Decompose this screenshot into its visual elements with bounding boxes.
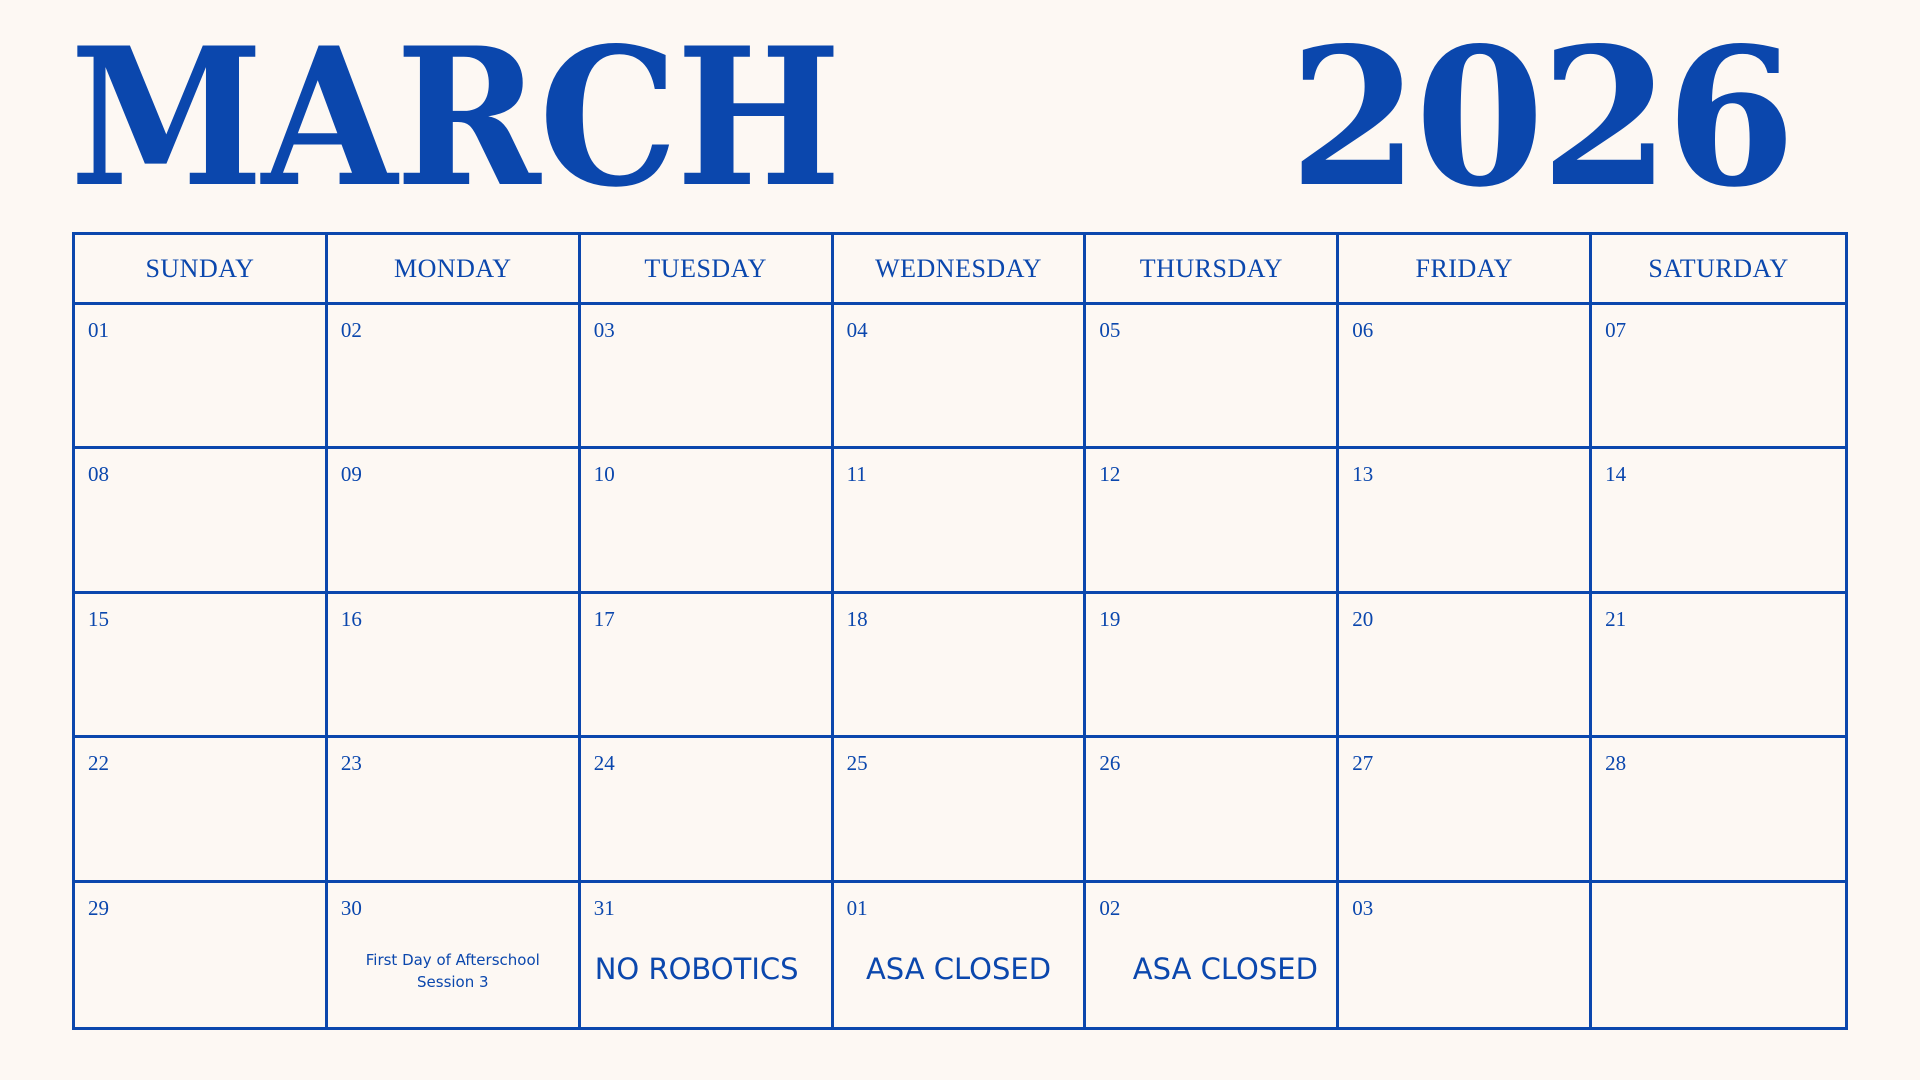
day-cell[interactable] — [1339, 305, 1592, 449]
date-number: 06 — [1352, 318, 1374, 342]
day-cell[interactable] — [1592, 883, 1845, 1027]
day-cell[interactable] — [1592, 594, 1845, 738]
date-number: 03 — [593, 318, 615, 342]
date-number: 05 — [1099, 318, 1121, 342]
event-label: ASA CLOSED — [865, 951, 1052, 986]
date-number: 22 — [88, 751, 109, 776]
date-number: 15 — [88, 606, 109, 631]
weekday-header-saturday: SATURDAY — [1592, 235, 1845, 305]
day-cell[interactable] — [75, 449, 328, 593]
date-number: 02 — [1099, 895, 1121, 920]
weekday-header-monday: MONDAY — [328, 235, 581, 305]
day-cell[interactable] — [1339, 594, 1592, 738]
day-cell[interactable] — [581, 449, 834, 593]
day-cell[interactable] — [1086, 305, 1339, 449]
date-number: 11 — [846, 462, 867, 487]
weekday-header-wednesday: WEDNESDAY — [834, 235, 1087, 305]
day-cell[interactable] — [1086, 883, 1339, 1027]
day-cell[interactable] — [1592, 305, 1845, 449]
date-number: 18 — [846, 606, 868, 631]
day-cell[interactable] — [1592, 449, 1845, 593]
date-number: 13 — [1352, 462, 1374, 487]
weekday-header-sunday: SUNDAY — [75, 235, 328, 305]
day-cell[interactable] — [328, 594, 581, 738]
date-number: 12 — [1099, 462, 1121, 487]
date-number: 17 — [593, 606, 615, 631]
day-cell[interactable] — [1086, 738, 1339, 882]
day-cell[interactable] — [834, 449, 1087, 593]
day-cell[interactable] — [581, 883, 834, 1027]
day-cell[interactable] — [1592, 738, 1845, 882]
date-number: 08 — [88, 462, 109, 487]
day-cell[interactable] — [75, 883, 328, 1027]
calendar-grid — [72, 232, 1848, 1030]
date-number: 24 — [593, 751, 615, 776]
date-number: 09 — [340, 462, 362, 487]
day-cell[interactable] — [1086, 594, 1339, 738]
date-number: 23 — [340, 751, 362, 776]
date-number: 02 — [340, 318, 362, 342]
date-number: 27 — [1352, 751, 1374, 776]
day-cell[interactable] — [1339, 883, 1592, 1027]
date-number: 10 — [593, 462, 615, 487]
date-number: 26 — [1099, 751, 1121, 776]
weekday-header-friday: FRIDAY — [1339, 235, 1592, 305]
date-number: 30 — [340, 895, 362, 920]
day-cell[interactable] — [75, 594, 328, 738]
day-cell[interactable] — [328, 883, 581, 1027]
date-number: 07 — [1605, 318, 1627, 342]
date-number: 29 — [88, 895, 109, 920]
year-title: 2026 — [1289, 6, 1792, 229]
date-number: 01 — [846, 895, 868, 920]
day-cell[interactable] — [75, 305, 328, 449]
date-number: 19 — [1099, 606, 1121, 631]
weekday-header-tuesday: TUESDAY — [581, 235, 834, 305]
month-title: MARCH — [70, 6, 840, 229]
date-number: 25 — [846, 751, 868, 776]
day-cell[interactable] — [581, 738, 834, 882]
day-cell[interactable] — [834, 738, 1087, 882]
event-label: NO ROBOTICS — [594, 951, 799, 986]
date-number: 14 — [1605, 462, 1627, 487]
date-number: 20 — [1352, 606, 1374, 631]
day-cell[interactable] — [581, 305, 834, 449]
date-number: 16 — [340, 606, 362, 631]
day-cell[interactable] — [1086, 449, 1339, 593]
date-number: 04 — [846, 318, 868, 342]
day-cell[interactable] — [1339, 449, 1592, 593]
day-cell[interactable] — [328, 305, 581, 449]
date-number: 03 — [1352, 895, 1374, 920]
day-cell[interactable] — [328, 449, 581, 593]
date-number: 21 — [1605, 606, 1627, 631]
day-cell[interactable] — [1339, 738, 1592, 882]
day-cell[interactable] — [834, 305, 1087, 449]
day-cell[interactable] — [328, 738, 581, 882]
event-label: First Day of Afterschool Session 3 — [365, 950, 540, 991]
weekday-header-thursday: THURSDAY — [1086, 235, 1339, 305]
date-number: 01 — [88, 318, 109, 342]
day-cell[interactable] — [581, 594, 834, 738]
date-number: 31 — [593, 895, 615, 920]
day-cell[interactable] — [75, 738, 328, 882]
date-number: 28 — [1605, 751, 1627, 776]
day-cell[interactable] — [834, 883, 1087, 1027]
day-cell[interactable] — [834, 594, 1087, 738]
event-label: ASA CLOSED — [1132, 951, 1318, 986]
